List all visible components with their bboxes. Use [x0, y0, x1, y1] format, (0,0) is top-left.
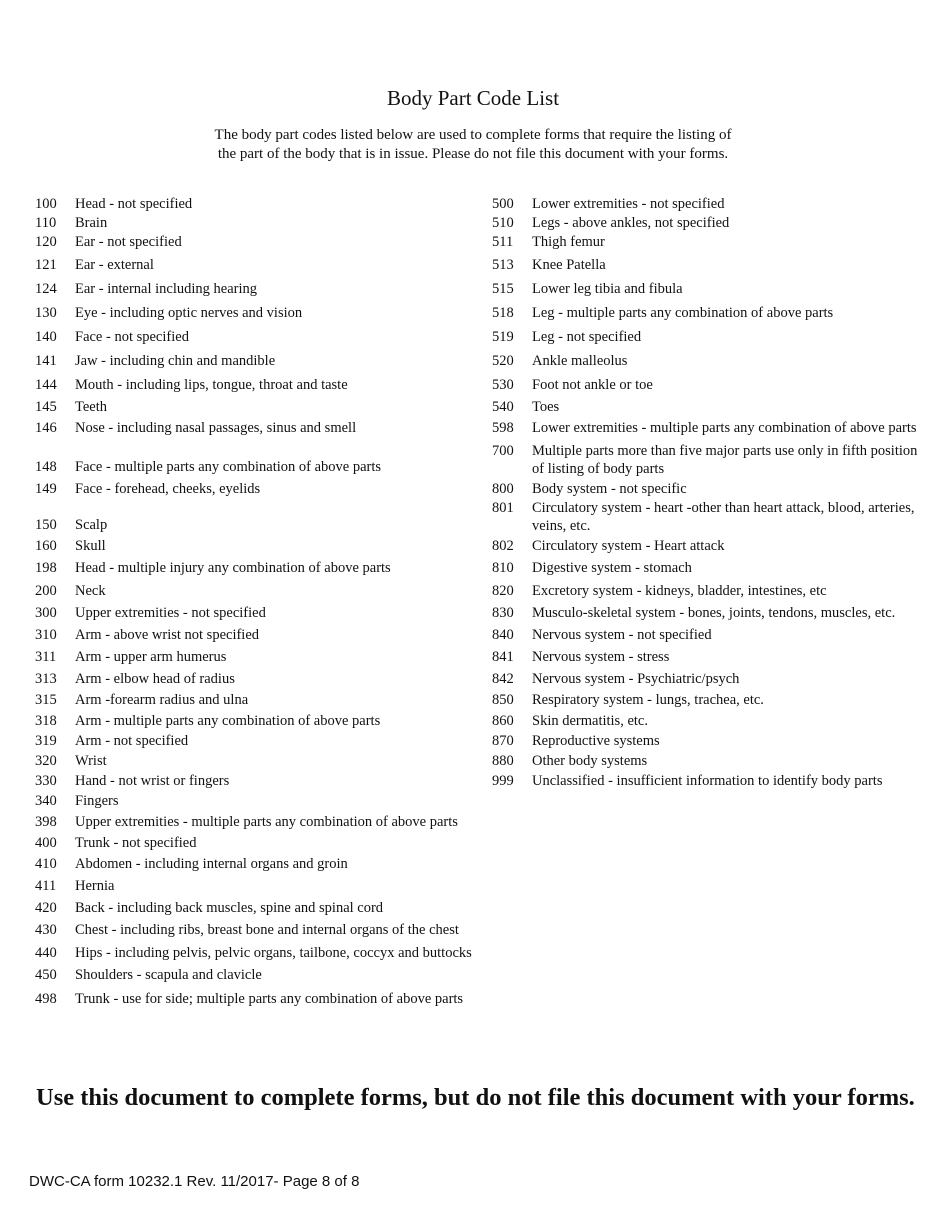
- body-part-code: 515: [492, 281, 514, 297]
- body-part-description: Foot not ankle or toe: [532, 377, 653, 393]
- body-part-description: Wrist: [75, 753, 107, 769]
- intro-line-1: The body part codes listed below are used to complete forms that require the listing of: [214, 127, 732, 143]
- body-part-code: 498: [35, 991, 57, 1007]
- code-row: [35, 233, 485, 251]
- code-row: [492, 195, 932, 213]
- body-part-code: 420: [35, 900, 57, 916]
- body-part-description: Lower extremities - multiple parts any combination of above parts: [532, 420, 917, 436]
- body-part-code: 146: [35, 420, 57, 436]
- body-part-code: 840: [492, 627, 514, 643]
- body-part-description: Head - multiple injury any combination of above parts: [75, 560, 391, 576]
- code-row: [492, 626, 932, 644]
- code-row: [35, 732, 485, 750]
- body-part-description: Ear - not specified: [75, 234, 182, 250]
- body-part-code: 820: [492, 583, 514, 599]
- body-part-code: 440: [35, 945, 57, 961]
- code-row: [35, 899, 485, 917]
- body-part-description: Knee Patella: [532, 257, 606, 273]
- body-part-code: 110: [35, 215, 57, 231]
- body-part-description: Brain: [75, 215, 108, 231]
- body-part-code: 800: [492, 481, 514, 497]
- body-part-code: 450: [35, 967, 57, 983]
- body-part-code: 500: [492, 196, 514, 212]
- body-part-description: Hernia: [75, 878, 115, 894]
- body-part-description: Trunk - not specified: [75, 835, 197, 851]
- body-part-description: Ear - external: [75, 257, 154, 273]
- code-row: [35, 537, 485, 555]
- body-part-description: Face - forehead, cheeks, eyelids: [75, 481, 261, 497]
- body-part-code: 124: [35, 281, 57, 297]
- body-part-code: 598: [492, 420, 514, 436]
- body-part-description: Trunk - use for side; multiple parts any combination of above parts: [75, 991, 464, 1007]
- body-part-code: 140: [35, 329, 57, 345]
- body-part-description: Lower extremities - not specified: [532, 196, 725, 212]
- code-row: [35, 256, 485, 274]
- body-part-description: Hips - including pelvis, pelvic organs, tailbone, coccyx and buttocks: [75, 945, 472, 961]
- code-row: [35, 328, 485, 346]
- code-row: [492, 280, 932, 298]
- body-part-code: 518: [492, 305, 514, 321]
- body-part-code: 830: [492, 605, 514, 621]
- body-part-description: Leg - not specified: [532, 329, 642, 345]
- body-part-description: Jaw - including chin and mandible: [75, 353, 276, 369]
- body-part-code: 513: [492, 257, 514, 273]
- code-row: [35, 214, 485, 232]
- body-part-code: 100: [35, 196, 57, 212]
- body-part-description: Legs - above ankles, not specified: [532, 215, 730, 231]
- code-row: [35, 626, 485, 644]
- body-part-description: Arm - above wrist not specified: [75, 627, 260, 643]
- code-row: [492, 559, 932, 577]
- body-part-code: 198: [35, 560, 57, 576]
- body-part-code: 130: [35, 305, 57, 321]
- code-row: [35, 195, 485, 213]
- body-part-code: 330: [35, 773, 57, 789]
- body-part-description: Scalp: [75, 517, 108, 533]
- body-part-description: Mouth - including lips, tongue, throat and taste: [75, 377, 348, 393]
- code-row: [35, 691, 485, 709]
- code-row: [492, 214, 932, 232]
- body-part-code: 430: [35, 922, 57, 938]
- code-row: [35, 352, 485, 370]
- body-part-description: Neck: [75, 583, 106, 599]
- code-row: [35, 398, 485, 416]
- body-part-description: Body system - not specific: [532, 481, 687, 497]
- code-row: [492, 233, 932, 251]
- page-footer: DWC-CA form 10232.1 Rev. 11/2017- Page 8 of 8: [29, 1173, 360, 1190]
- code-row: [492, 712, 932, 730]
- body-part-description: Arm - not specified: [75, 733, 189, 749]
- code-row: [35, 921, 485, 939]
- body-part-code: 400: [35, 835, 57, 851]
- body-part-description: Multiple parts more than five major parts use only in fifth position of listing of body parts: [532, 443, 918, 477]
- code-row: [492, 648, 932, 666]
- code-row: [35, 944, 485, 962]
- body-part-code: 121: [35, 257, 57, 273]
- body-part-description: Abdomen - including internal organs and groin: [75, 856, 348, 872]
- body-part-code: 860: [492, 713, 514, 729]
- code-row: [492, 537, 932, 555]
- body-part-code: 410: [35, 856, 57, 872]
- body-part-description: Face - multiple parts any combination of above parts: [75, 459, 382, 475]
- body-part-code: 145: [35, 399, 57, 415]
- filing-notice: Use this document to complete forms, but do not file this document with your forms.: [36, 1084, 915, 1111]
- body-part-code: 144: [35, 377, 57, 393]
- code-row: [35, 966, 485, 984]
- body-part-description: Face - not specified: [75, 329, 189, 345]
- body-part-code: 320: [35, 753, 57, 769]
- body-part-code: 841: [492, 649, 514, 665]
- body-part-description: Arm -forearm radius and ulna: [75, 692, 249, 708]
- body-part-code: 510: [492, 215, 514, 231]
- body-part-description: Nose - including nasal passages, sinus and smell: [75, 420, 357, 436]
- body-part-code: 148: [35, 459, 57, 475]
- body-part-description: Ear - internal including hearing: [75, 281, 257, 297]
- body-part-code: 530: [492, 377, 514, 393]
- body-part-code: 340: [35, 793, 57, 809]
- body-part-description: Reproductive systems: [532, 733, 660, 749]
- code-row: [35, 280, 485, 298]
- code-row: [35, 559, 485, 577]
- code-row: [35, 834, 485, 852]
- body-part-code: 850: [492, 692, 514, 708]
- body-part-code: 540: [492, 399, 514, 415]
- body-part-code: 411: [35, 878, 57, 894]
- body-part-description: Unclassified - insufficient information to identify body parts: [532, 773, 883, 789]
- code-row: [492, 328, 932, 346]
- body-part-description: Respiratory system - lungs, trachea, etc.: [532, 692, 764, 708]
- body-part-description: Nervous system - Psychiatric/psych: [532, 671, 740, 687]
- code-row: [35, 712, 485, 730]
- body-part-description: Teeth: [75, 399, 107, 415]
- code-row: [492, 499, 932, 535]
- body-part-code: 120: [35, 234, 57, 250]
- page-title: Body Part Code List: [386, 86, 560, 110]
- code-row: [35, 813, 485, 831]
- body-part-description: Eye - including optic nerves and vision: [75, 305, 303, 321]
- code-row: [35, 990, 485, 1008]
- code-row: [35, 670, 485, 688]
- code-row: [492, 670, 932, 688]
- body-part-code: 200: [35, 583, 57, 599]
- code-row: [35, 648, 485, 666]
- body-part-code: 801: [492, 500, 514, 516]
- body-part-code: 318: [35, 713, 57, 729]
- body-part-description: Thigh femur: [532, 234, 605, 250]
- body-part-description: Head - not specified: [75, 196, 193, 212]
- code-row: [492, 304, 932, 322]
- body-part-description: Nervous system - not specified: [532, 627, 712, 643]
- body-part-description: Leg - multiple parts any combination of above parts: [532, 305, 834, 321]
- code-row: [35, 376, 485, 394]
- body-part-code: 999: [492, 773, 514, 789]
- code-row: [35, 304, 485, 322]
- code-row: [35, 516, 485, 534]
- code-row: [35, 752, 485, 770]
- body-part-code: 310: [35, 627, 57, 643]
- code-row: [492, 352, 932, 370]
- body-part-description: Arm - multiple parts any combination of above parts: [75, 713, 381, 729]
- body-part-description: Upper extremities - multiple parts any combination of above parts: [75, 814, 458, 830]
- body-part-description: Digestive system - stomach: [532, 560, 692, 576]
- code-row: [492, 691, 932, 709]
- body-part-code: 520: [492, 353, 514, 369]
- code-row: [35, 480, 485, 498]
- intro-line-2: the part of the body that is in issue. Please do not file this document with your forms.: [217, 146, 729, 162]
- body-part-description: Chest - including ribs, breast bone and internal organs of the chest: [75, 922, 459, 938]
- body-part-code: 810: [492, 560, 514, 576]
- body-part-code: 519: [492, 329, 514, 345]
- code-row: [35, 877, 485, 895]
- code-row: [492, 604, 932, 622]
- code-row: [492, 480, 932, 498]
- body-part-description: Arm - elbow head of radius: [75, 671, 235, 687]
- code-row: [492, 256, 932, 274]
- body-part-code: 700: [492, 443, 514, 459]
- code-row: [35, 419, 485, 437]
- body-part-description: Musculo-skeletal system - bones, joints, tendons, muscles, etc.: [532, 605, 896, 621]
- code-row: [492, 398, 932, 416]
- code-row: [492, 582, 932, 600]
- body-part-code: 870: [492, 733, 514, 749]
- body-part-description: Excretory system - kidneys, bladder, intestines, etc: [532, 583, 827, 599]
- body-part-code: 150: [35, 517, 57, 533]
- code-row: [492, 376, 932, 394]
- body-part-description: Upper extremities - not specified: [75, 605, 266, 621]
- code-row: [492, 419, 932, 437]
- body-part-code: 802: [492, 538, 514, 554]
- code-row: [35, 582, 485, 600]
- body-part-code: 300: [35, 605, 57, 621]
- body-part-code: 313: [35, 671, 57, 687]
- code-row: [35, 604, 485, 622]
- body-part-description: Other body systems: [532, 753, 648, 769]
- body-part-code: 880: [492, 753, 514, 769]
- code-row: [35, 855, 485, 873]
- body-part-code: 398: [35, 814, 57, 830]
- code-row: [35, 772, 485, 790]
- code-row: [492, 752, 932, 770]
- body-part-description: Back - including back muscles, spine and spinal cord: [75, 900, 384, 916]
- body-part-description: Skull: [75, 538, 106, 554]
- code-row: [492, 442, 932, 478]
- body-part-description: Hand - not wrist or fingers: [75, 773, 230, 789]
- body-part-description: Circulatory system - heart -other than heart attack, blood, arteries, veins, etc.: [532, 500, 915, 534]
- body-part-code: 149: [35, 481, 57, 497]
- body-part-code: 141: [35, 353, 57, 369]
- body-part-code: 842: [492, 671, 514, 687]
- body-part-code: 511: [492, 234, 514, 250]
- body-part-description: Nervous system - stress: [532, 649, 670, 665]
- body-part-description: Toes: [532, 399, 560, 415]
- body-part-description: Skin dermatitis, etc.: [532, 713, 648, 729]
- intro-text: [0, 126, 946, 164]
- body-part-description: Arm - upper arm humerus: [75, 649, 227, 665]
- code-row: [35, 458, 485, 476]
- body-part-code: 319: [35, 733, 57, 749]
- body-part-description: Circulatory system - Heart attack: [532, 538, 725, 554]
- body-part-description: Shoulders - scapula and clavicle: [75, 967, 262, 983]
- body-part-code: 311: [35, 649, 57, 665]
- body-part-code: 160: [35, 538, 57, 554]
- body-part-description: Ankle malleolus: [532, 353, 628, 369]
- code-row: [35, 792, 485, 810]
- code-row: [492, 732, 932, 750]
- code-row: [492, 772, 932, 790]
- body-part-description: Fingers: [75, 793, 119, 809]
- body-part-description: Lower leg tibia and fibula: [532, 281, 683, 297]
- body-part-code: 315: [35, 692, 57, 708]
